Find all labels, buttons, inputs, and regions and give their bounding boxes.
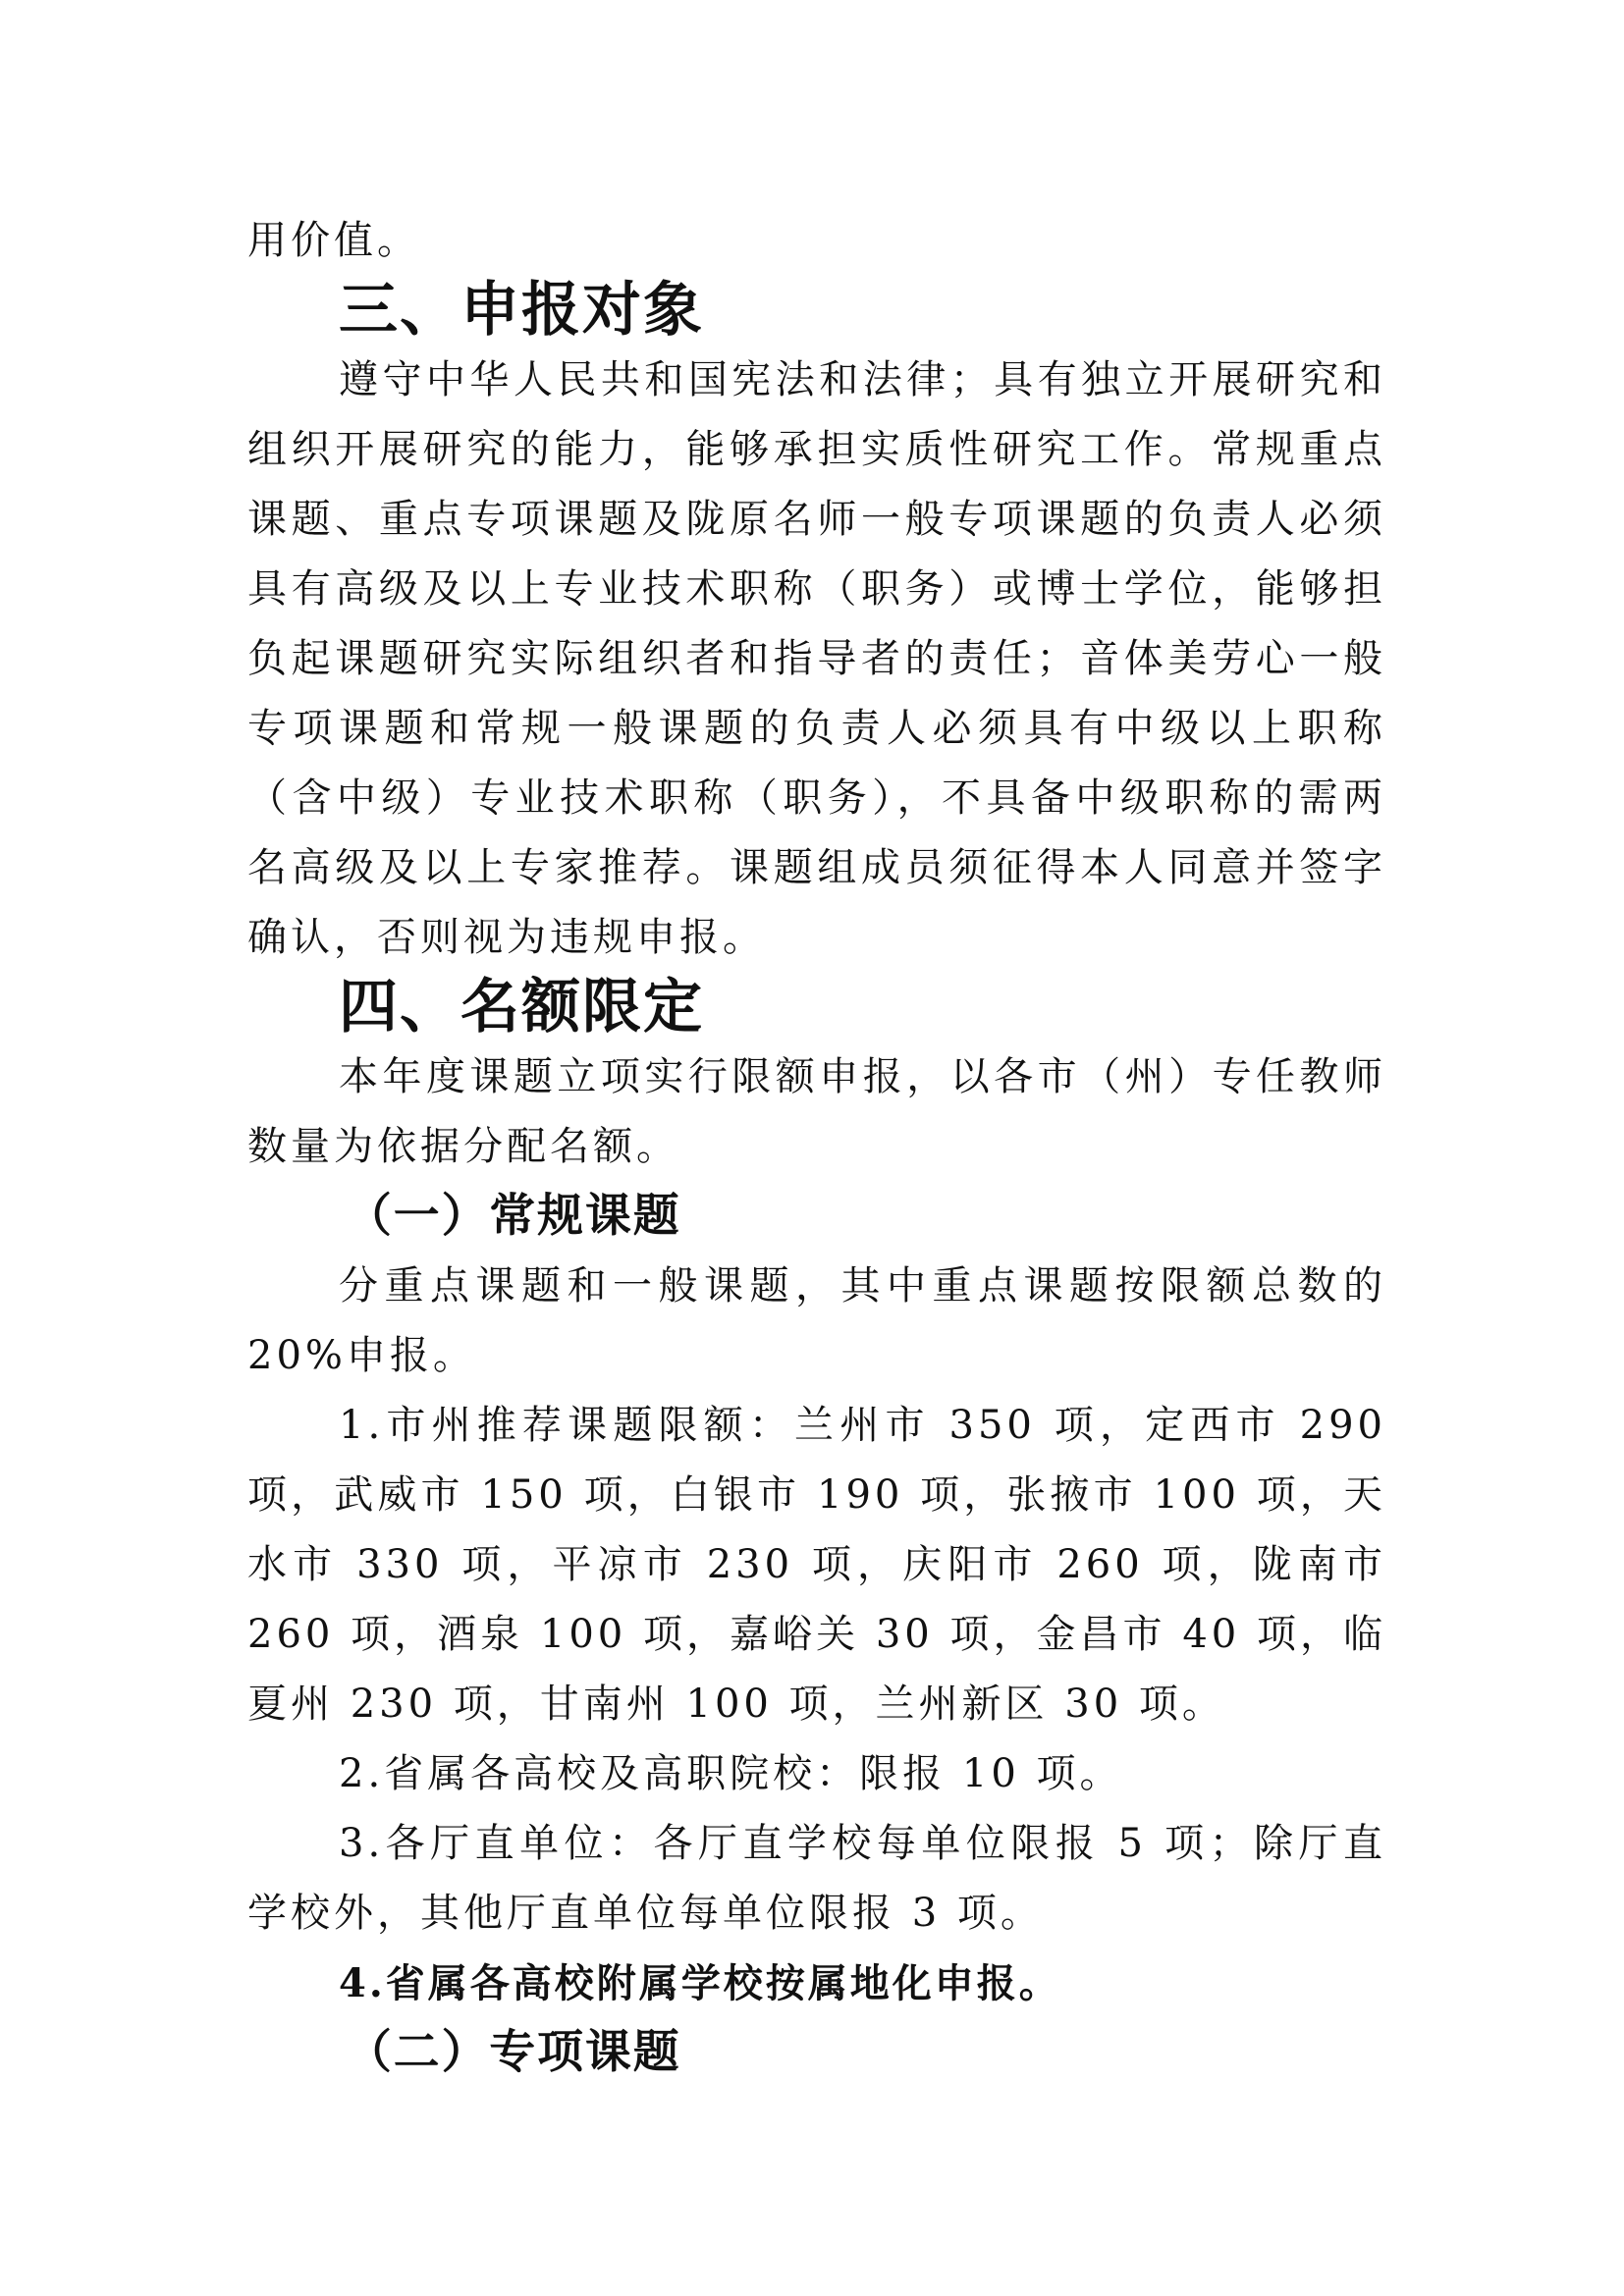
document-page xyxy=(247,206,1386,2088)
applicants-paragraph: 遵守中华人民共和国宪法和法律；具有独立开展研究和组织开展研究的能力，能够承担实质性研究工作。常规重点课题、重点专项课题及陇原名师一般专项课题的负责人必须具有高级及以上专业技术职称（职务）或博士学位，能够担负起课题研究实际组织者和指导者的责任；音体美劳心一般专项课题和常规一般课题的负责人必须具有中级以上职称（含中级）专业技术职称（职务），不具备中级职称的需两名高级及以上专家推荐。课题组成员须征得本人同意并签字确认，否则视为违规申报。 xyxy=(247,357,1386,960)
quota-item-affiliated-schools: 4.省属各高校附属学校按属地化申报。 xyxy=(339,1960,1061,2006)
quota-item-departments: 3.各厅直单位：各厅直学校每单位限报 5 项；除厅直学校外，其他厅直单位每单位限报 3 项。 xyxy=(247,1821,1386,1936)
regular-intro-paragraph: 分重点课题和一般课题，其中重点课题按限额总数的20%申报。 xyxy=(247,1263,1386,1378)
continuation-text: 用价值。 xyxy=(247,218,420,263)
section-heading-applicants: 三、申报对象 xyxy=(339,276,704,345)
quota-item-cities: 1.市州推荐课题限额：兰州市 350 项，定西市 290 项，武威市 150 项，白银市 190 项，张掖市 100 项，天水市 330 项，平凉市 230 项，庆阳市 260 项，陇南市 260 项，酒泉 100 项，嘉峪关 30 项，金昌市 40 项，临夏州 230 项，甘南州 100 项，兰州新区 30 项。 xyxy=(247,1403,1386,1727)
quota-intro-paragraph: 本年度课题立项实行限额申报，以各市（州）专任教师数量为依据分配名额。 xyxy=(247,1054,1386,1169)
section-heading-quota: 四、名额限定 xyxy=(339,973,704,1041)
quota-item-universities: 2.省属各高校及高职院校：限报 10 项。 xyxy=(339,1751,1123,1796)
subsection-heading-regular: （一）常规课题 xyxy=(346,1190,681,1243)
subsection-heading-special: （二）专项课题 xyxy=(346,2026,681,2079)
